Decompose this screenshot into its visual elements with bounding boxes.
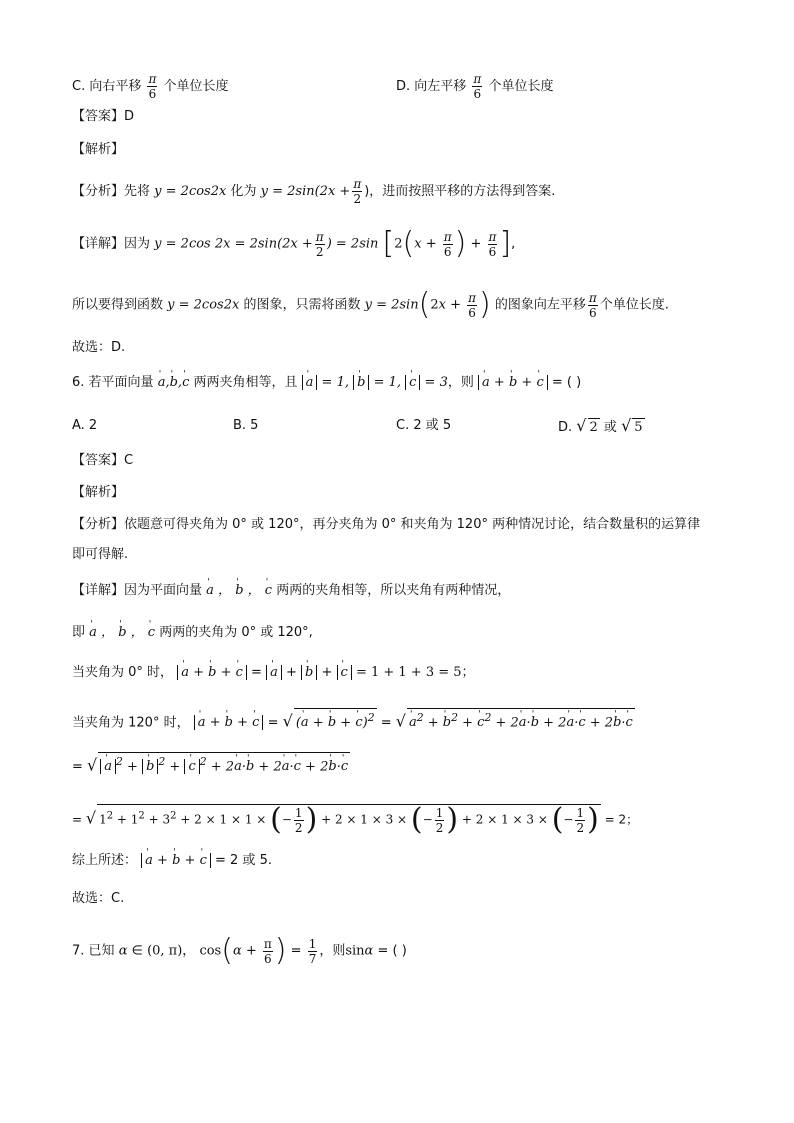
formula: y = 2cos2x	[167, 297, 240, 313]
q6-case-120: 当夹角为 120° 时， ' a + ' b + ' c = √ (' a + ' b + ' c)$^2$ = √' $a^2$ + ' $b^2$ + ' $c^2 + 2'$ a·' b + 2' a·' c + 2' b·' c	[72, 708, 635, 732]
answer-label: 【答案】	[72, 109, 125, 124]
q5-option-c[interactable]	[72, 72, 229, 101]
text: 【详解】因为平面向量	[72, 583, 203, 598]
q5-jiexi: 【解析】	[72, 142, 125, 157]
fraction: $\frac{\pi}{6}$	[148, 72, 157, 101]
q6-option-b[interactable]: B. 5	[233, 418, 259, 433]
text: 7. 已知	[72, 943, 115, 959]
text: = ( )	[551, 375, 582, 390]
q6-option-a[interactable]: A. 2	[72, 418, 98, 433]
q6-fenxi-2: 即可得解.	[72, 547, 129, 562]
q6-option-d[interactable]: D. √ 2 或 √ 5	[558, 416, 643, 435]
formula: = 1 + 1 + 3 = 5；	[355, 665, 475, 680]
text: )，进而按照平移的方法得到答案.	[364, 184, 556, 199]
q6-answer	[72, 452, 133, 470]
text: 即	[72, 625, 86, 640]
q6-xiangjie: 【详解】因为平面向量 ' a ， ' b ， ' c 两两的夹角相等，所以夹角有两种情况，	[72, 582, 510, 600]
option-c-text: C. 向右平移	[72, 79, 142, 94]
q6-case-120-line2: = √' a $^2$ + ' b $^2$ + ' c $^2$ + 2' a·' b + 2' a·' c + 2' b·' c	[72, 752, 350, 776]
fraction: $\frac{\pi}{6}$	[263, 936, 272, 966]
fraction: $\frac{\pi}{2}$	[353, 177, 362, 206]
text: 当夹角为 120° 时，	[72, 715, 190, 731]
text: 个单位长度.	[599, 297, 669, 313]
text: 所以要得到函数	[72, 297, 164, 313]
fraction: $\frac{1}{7}$	[308, 936, 317, 966]
q6-case-0: 当夹角为 0° 时， ' a + ' b + ' c = ' a + ' b + ' c = 1 + 1 + 3 = 5；	[72, 664, 475, 682]
formula: y = 2cos2x	[154, 184, 227, 199]
text: 两两的夹角为 0° 或 120°,	[159, 625, 313, 640]
option-c-unit: 个单位长度	[163, 79, 229, 94]
text: 的图象向左平移	[494, 297, 586, 313]
fraction: $\frac{\pi}{6}$	[443, 229, 452, 259]
q6-jiexi: 【解析】	[72, 485, 125, 500]
text: ，	[182, 943, 196, 959]
text: = ( )	[377, 943, 407, 959]
option-d-label: D.	[558, 420, 573, 435]
answer-label: 【答案】	[72, 453, 125, 468]
q5-option-d[interactable]	[396, 72, 553, 101]
formula: ) = 2sin	[326, 236, 379, 252]
q5-fenxi	[72, 177, 555, 206]
option-d-unit: 个单位长度	[488, 79, 554, 94]
fraction: $\frac{\pi}{6}$	[468, 290, 476, 320]
answer-value: C	[124, 453, 134, 468]
text: 两两夹角相等，且	[193, 375, 298, 390]
q5-guxuan: 故选：D.	[72, 340, 126, 355]
answer-value: D	[124, 109, 135, 124]
xiangjie-label: 【详解】	[72, 236, 125, 252]
q6-stem: 6. 若平面向量 ' a,' b,' c 两两夹角相等，且 ' a = 1, ' b = 1, ' c = 3，则 ' a + ' b + ' c = ( )	[72, 374, 581, 392]
text: 当夹角为 0° 时，	[72, 665, 174, 680]
text: 或	[603, 420, 617, 435]
text: 先将	[124, 184, 151, 199]
q6-ji: 即 ' a ， ' b ， ' c 两两的夹角为 0° 或 120°,	[72, 624, 313, 642]
fraction: $\frac{\pi}{6}$	[588, 290, 597, 320]
q6-fenxi: 【分析】依题意可得夹角为 0° 或 120°，再分夹角为 0° 和夹角为 120° 两种情况讨论，结合数量积的运算律	[72, 517, 701, 532]
text: ，则	[447, 375, 474, 390]
q5-suoyi: 所以要得到函数 y = 2cos2x 的图象，只需将函数 y = 2sin(2x + $\frac{\pi}{6}$ ) 的图象向左平移 $\frac{\pi}{6}$ 个单位长度.	[72, 287, 669, 322]
q6-case-120-line3: = √ $1^2 + 1^2 + 3^2 + 2 \times 1 \times 1$ × (− $\frac{1}{2}$ ) + 2 × 1 × 3 × (− $\frac{1}{2}$ ) + 2 × 1 × 3 × (− $\frac{1}{2}$ ) = 2；	[72, 802, 639, 837]
text: 因为	[124, 236, 151, 252]
text: 综上所述：	[72, 853, 138, 868]
fraction: $\frac{\pi}{6}$	[488, 229, 497, 259]
q7-stem: 7. 已知 α ∈ (0, π)， cos(α + $\frac{\pi}{6}$ ) = $\frac{1}{7}$ ，则sinα = ( )	[72, 933, 407, 968]
formula: y = 2sin	[364, 297, 419, 313]
fraction: $\frac{\pi}{6}$	[473, 72, 482, 101]
formula: y = 2sin(2x +	[260, 184, 351, 199]
text: 两两的夹角相等，所以夹角有两种情况，	[276, 583, 511, 598]
formula: y = 2cos 2x = 2sin(2x +	[154, 236, 313, 252]
text: 化为	[230, 184, 257, 199]
option-d-text: D. 向左平移	[396, 79, 467, 94]
q6-zongshang: 综上所述： ' a + ' b + ' c = 2 或 5.	[72, 852, 272, 870]
text: = 2 或 5.	[215, 853, 272, 868]
text: ，则	[319, 943, 346, 959]
text: 6. 若平面向量	[72, 375, 154, 390]
q6-guxuan: 故选：C.	[72, 891, 125, 906]
q6-option-c[interactable]: C. 2 或 5	[396, 418, 452, 433]
text: 的图象，只需将函数	[243, 297, 361, 313]
text: =	[290, 943, 306, 959]
q5-xiangjie: 【详解】因为 y = 2cos 2x = 2sin(2x + $\frac{\pi}{2}$ ) = 2sin [2(x + $\frac{\pi}{6}$ ) + $\frac{\pi}{6}$ ],	[72, 226, 516, 261]
fraction: $\frac{\pi}{2}$	[315, 229, 324, 259]
fenxi-label: 【分析】	[72, 184, 125, 199]
q5-answer	[72, 108, 134, 126]
